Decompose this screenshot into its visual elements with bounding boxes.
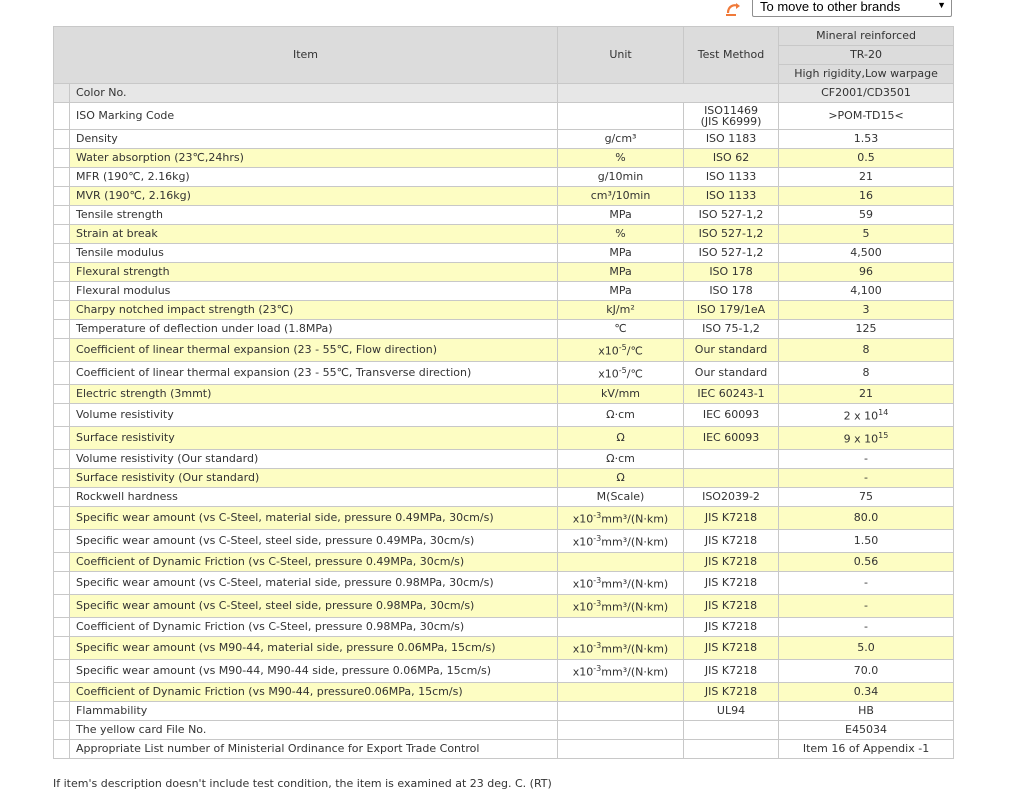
row-marker: [54, 595, 70, 618]
item-cell: Specific wear amount (vs C-Steel, steel side, pressure 0.49MPa, 30cm/s): [70, 530, 558, 553]
method-cell: ISO 527-1,2: [684, 225, 779, 244]
unit-tail: mm³/(N·km): [601, 577, 669, 591]
row-marker: [54, 320, 70, 339]
table-row: [54, 225, 954, 244]
value-cell: CF2001/CD3501: [779, 84, 954, 103]
value-exponent: 14: [878, 408, 889, 418]
method-cell: JIS K7218: [684, 595, 779, 618]
unit-exponent: -3: [593, 511, 602, 521]
row-marker: [54, 469, 70, 488]
value-base: 9 x 10: [843, 432, 879, 446]
value-cell: E45034: [779, 721, 954, 740]
unit-exponent: -3: [593, 534, 602, 544]
method-cell: JIS K7218: [684, 507, 779, 530]
unit-base: x10: [572, 512, 594, 526]
row-marker: [54, 683, 70, 702]
unit-cell: MPa: [558, 206, 684, 225]
table-row: [54, 618, 954, 637]
method-cell: JIS K7218: [684, 530, 779, 553]
unit-cell: [558, 660, 684, 683]
item-cell: MVR (190℃, 2.16kg): [70, 187, 558, 206]
header-unit: Unit: [558, 27, 684, 84]
method-cell: [684, 450, 779, 469]
row-marker: [54, 168, 70, 187]
footnote: If item's description doesn't include test condition, the item is examined at 23 deg. C. (RT): [53, 777, 552, 790]
table-row: [54, 553, 954, 572]
item-cell: Tensile modulus: [70, 244, 558, 263]
value-exponent: 15: [878, 431, 889, 441]
row-marker: [54, 702, 70, 721]
item-cell: Specific wear amount (vs C-Steel, material side, pressure 0.98MPa, 30cm/s): [70, 572, 558, 595]
unit-cell: [558, 103, 684, 130]
unit-exponent: -3: [593, 576, 602, 586]
header-grade-feature: High rigidity,Low warpage: [779, 65, 954, 84]
table-row: [54, 84, 954, 103]
unit-cell: [558, 572, 684, 595]
unit-cell: ℃: [558, 320, 684, 339]
item-cell: Coefficient of Dynamic Friction (vs M90-44, pressure0.06MPa, 15cm/s): [70, 683, 558, 702]
method-cell: JIS K7218: [684, 637, 779, 660]
item-cell: Flammability: [70, 702, 558, 721]
unit-tail: /℃: [626, 367, 643, 381]
value-cell: 5: [779, 225, 954, 244]
table-row: [54, 385, 954, 404]
row-marker: [54, 263, 70, 282]
value-cell: 75: [779, 488, 954, 507]
unit-base: x10: [598, 344, 619, 358]
value-cell: 1.50: [779, 530, 954, 553]
table-row: [54, 595, 954, 618]
unit-cell: MPa: [558, 244, 684, 263]
item-cell: Surface resistivity (Our standard): [70, 469, 558, 488]
unit-cell: MPa: [558, 263, 684, 282]
unit-base: x10: [572, 577, 594, 591]
unit-cell: [558, 618, 684, 637]
method-cell: ISO11469 (JIS K6999): [684, 103, 779, 130]
unit-cell: [558, 362, 684, 385]
method-cell: ISO 1133: [684, 187, 779, 206]
method-cell: IEC 60243-1: [684, 385, 779, 404]
item-cell: Charpy notched impact strength (23℃): [70, 301, 558, 320]
method-cell: Our standard: [684, 339, 779, 362]
unit-cell: M(Scale): [558, 488, 684, 507]
table-row: [54, 469, 954, 488]
item-cell: Strain at break: [70, 225, 558, 244]
item-cell: Coefficient of Dynamic Friction (vs C-Steel, pressure 0.98MPa, 30cm/s): [70, 618, 558, 637]
method-cell: UL94: [684, 702, 779, 721]
header-test-method: Test Method: [684, 27, 779, 84]
item-cell: Density: [70, 130, 558, 149]
row-marker: [54, 637, 70, 660]
value-cell: HB: [779, 702, 954, 721]
value-cell: -: [779, 450, 954, 469]
method-cell: JIS K7218: [684, 660, 779, 683]
item-cell: Specific wear amount (vs M90-44, material side, pressure 0.06MPa, 15cm/s): [70, 637, 558, 660]
method-cell: IEC 60093: [684, 427, 779, 450]
unit-cell: [558, 530, 684, 553]
row-marker: [54, 103, 70, 130]
unit-exponent: -5: [618, 343, 627, 353]
unit-base: x10: [572, 665, 594, 679]
table-row: [54, 572, 954, 595]
item-cell: Specific wear amount (vs C-Steel, material side, pressure 0.49MPa, 30cm/s): [70, 507, 558, 530]
value-cell: 0.56: [779, 553, 954, 572]
unit-tail: mm³/(N·km): [601, 642, 669, 656]
unit-cell: g/cm³: [558, 130, 684, 149]
unit-cell: %: [558, 225, 684, 244]
item-cell: Rockwell hardness: [70, 488, 558, 507]
row-marker: [54, 225, 70, 244]
unit-cell: Ω·cm: [558, 450, 684, 469]
method-cell: Our standard: [684, 362, 779, 385]
unit-tail: mm³/(N·km): [601, 535, 669, 549]
value-cell: 21: [779, 385, 954, 404]
unit-cell: [558, 553, 684, 572]
row-marker: [54, 244, 70, 263]
unit-base: x10: [572, 600, 594, 614]
row-marker: [54, 740, 70, 759]
table-row: [54, 168, 954, 187]
table-row: [54, 683, 954, 702]
unit-cell: kV/mm: [558, 385, 684, 404]
item-cell: Coefficient of linear thermal expansion (23 - 55℃, Transverse direction): [70, 362, 558, 385]
row-marker: [54, 507, 70, 530]
value-cell: 4,500: [779, 244, 954, 263]
method-cell: ISO 527-1,2: [684, 244, 779, 263]
row-marker: [54, 618, 70, 637]
value-cell: 125: [779, 320, 954, 339]
value-cell: 80.0: [779, 507, 954, 530]
unit-cell: cm³/10min: [558, 187, 684, 206]
brand-switch-icon[interactable]: [724, 0, 744, 18]
row-marker: [54, 572, 70, 595]
row-marker: [54, 84, 70, 103]
value-cell: 59: [779, 206, 954, 225]
table-row: [54, 488, 954, 507]
value-cell: 8: [779, 339, 954, 362]
unit-tail: mm³/(N·km): [601, 512, 669, 526]
item-cell: Specific wear amount (vs M90-44, M90-44 side, pressure 0.06MPa, 15cm/s): [70, 660, 558, 683]
table-row: [54, 149, 954, 168]
dropdown-arrow-icon: ▼: [937, 0, 946, 10]
unit-cell: Ω: [558, 427, 684, 450]
method-cell: ISO2039-2: [684, 488, 779, 507]
header-grade-name: TR-20: [779, 46, 954, 65]
table-row: [54, 404, 954, 427]
brand-select-value: To move to other brands: [760, 0, 901, 14]
brand-select-dropdown[interactable]: [752, 0, 952, 17]
unit-exponent: -3: [593, 641, 602, 651]
table-row: [54, 721, 954, 740]
table-row: [54, 702, 954, 721]
table-row: [54, 339, 954, 362]
value-cell: 0.34: [779, 683, 954, 702]
item-cell: Electric strength (3mmt): [70, 385, 558, 404]
row-marker: [54, 130, 70, 149]
item-cell: MFR (190℃, 2.16kg): [70, 168, 558, 187]
item-cell: ISO Marking Code: [70, 103, 558, 130]
unit-cell: [558, 339, 684, 362]
row-marker: [54, 530, 70, 553]
unit-exponent: -5: [618, 366, 627, 376]
table-row: [54, 206, 954, 225]
row-marker: [54, 149, 70, 168]
table-row: [54, 282, 954, 301]
unit-cell: g/10min: [558, 168, 684, 187]
method-cell: ISO 75-1,2: [684, 320, 779, 339]
value-cell: 4,100: [779, 282, 954, 301]
table-row: [54, 637, 954, 660]
item-cell: The yellow card File No.: [70, 721, 558, 740]
value-cell: -: [779, 469, 954, 488]
row-marker: [54, 385, 70, 404]
row-marker: [54, 362, 70, 385]
table-row: [54, 427, 954, 450]
item-cell: Coefficient of linear thermal expansion (23 - 55℃, Flow direction): [70, 339, 558, 362]
method-cell: JIS K7218: [684, 618, 779, 637]
item-cell: Tensile strength: [70, 206, 558, 225]
table-row: [54, 103, 954, 130]
unit-base: x10: [572, 535, 594, 549]
method-cell: JIS K7218: [684, 572, 779, 595]
value-cell: >POM-TD15<: [779, 103, 954, 130]
value-cell: 21: [779, 168, 954, 187]
table-row: [54, 362, 954, 385]
table-row: [54, 263, 954, 282]
header-grade-family: Mineral reinforced: [779, 27, 954, 46]
merged-cell: [558, 84, 779, 103]
table-row: [54, 320, 954, 339]
item-cell: Water absorption (23℃,24hrs): [70, 149, 558, 168]
unit-tail: /℃: [626, 344, 643, 358]
unit-cell: %: [558, 149, 684, 168]
item-cell: Coefficient of Dynamic Friction (vs C-Steel, pressure 0.49MPa, 30cm/s): [70, 553, 558, 572]
unit-tail: mm³/(N·km): [601, 665, 669, 679]
row-marker: [54, 660, 70, 683]
table-row: [54, 740, 954, 759]
unit-cell: MPa: [558, 282, 684, 301]
unit-base: x10: [572, 642, 594, 656]
row-marker: [54, 427, 70, 450]
unit-cell: [558, 740, 684, 759]
table-row: [54, 187, 954, 206]
item-cell: Volume resistivity (Our standard): [70, 450, 558, 469]
method-cell: IEC 60093: [684, 404, 779, 427]
value-cell: 5.0: [779, 637, 954, 660]
value-cell: 1.53: [779, 130, 954, 149]
unit-cell: Ω·cm: [558, 404, 684, 427]
properties-table: [53, 26, 954, 759]
header-item: Item: [54, 27, 558, 84]
row-marker: [54, 187, 70, 206]
method-cell: JIS K7218: [684, 683, 779, 702]
table-row: [54, 130, 954, 149]
unit-cell: [558, 595, 684, 618]
unit-cell: [558, 721, 684, 740]
unit-cell: kJ/m²: [558, 301, 684, 320]
value-base: 2 x 10: [843, 409, 879, 423]
method-cell: ISO 62: [684, 149, 779, 168]
row-marker: [54, 339, 70, 362]
row-marker: [54, 206, 70, 225]
value-cell: -: [779, 618, 954, 637]
unit-tail: mm³/(N·km): [601, 600, 669, 614]
unit-exponent: -3: [593, 664, 602, 674]
item-cell: Color No.: [70, 84, 558, 103]
unit-exponent: -3: [593, 599, 602, 609]
unit-cell: [558, 507, 684, 530]
item-cell: Surface resistivity: [70, 427, 558, 450]
table-row: [54, 507, 954, 530]
method-cell: ISO 527-1,2: [684, 206, 779, 225]
method-cell: ISO 1183: [684, 130, 779, 149]
unit-base: x10: [598, 367, 619, 381]
top-bar: [0, 0, 1027, 22]
row-marker: [54, 450, 70, 469]
value-cell: [779, 404, 954, 427]
unit-cell: [558, 702, 684, 721]
item-cell: Specific wear amount (vs C-Steel, steel side, pressure 0.98MPa, 30cm/s): [70, 595, 558, 618]
unit-cell: [558, 637, 684, 660]
item-cell: Appropriate List number of Ministerial Ordinance for Export Trade Control: [70, 740, 558, 759]
value-cell: -: [779, 595, 954, 618]
item-cell: Volume resistivity: [70, 404, 558, 427]
unit-cell: [558, 683, 684, 702]
method-cell: JIS K7218: [684, 553, 779, 572]
table-row: [54, 244, 954, 263]
item-cell: Temperature of deflection under load (1.8MPa): [70, 320, 558, 339]
item-cell: Flexural modulus: [70, 282, 558, 301]
method-cell: ISO 178: [684, 263, 779, 282]
row-marker: [54, 721, 70, 740]
table-row: [54, 450, 954, 469]
row-marker: [54, 301, 70, 320]
value-cell: 16: [779, 187, 954, 206]
value-cell: [779, 427, 954, 450]
value-cell: 8: [779, 362, 954, 385]
unit-cell: Ω: [558, 469, 684, 488]
value-cell: 96: [779, 263, 954, 282]
method-cell: [684, 740, 779, 759]
value-cell: 0.5: [779, 149, 954, 168]
value-cell: 3: [779, 301, 954, 320]
table-row: [54, 301, 954, 320]
method-cell: ISO 1133: [684, 168, 779, 187]
value-cell: Item 16 of Appendix -1: [779, 740, 954, 759]
method-cell: ISO 179/1eA: [684, 301, 779, 320]
method-cell: [684, 469, 779, 488]
table-row: [54, 530, 954, 553]
value-cell: 70.0: [779, 660, 954, 683]
method-cell: ISO 178: [684, 282, 779, 301]
row-marker: [54, 488, 70, 507]
row-marker: [54, 404, 70, 427]
method-cell: [684, 721, 779, 740]
item-cell: Flexural strength: [70, 263, 558, 282]
value-cell: -: [779, 572, 954, 595]
row-marker: [54, 282, 70, 301]
table-row: [54, 660, 954, 683]
row-marker: [54, 553, 70, 572]
